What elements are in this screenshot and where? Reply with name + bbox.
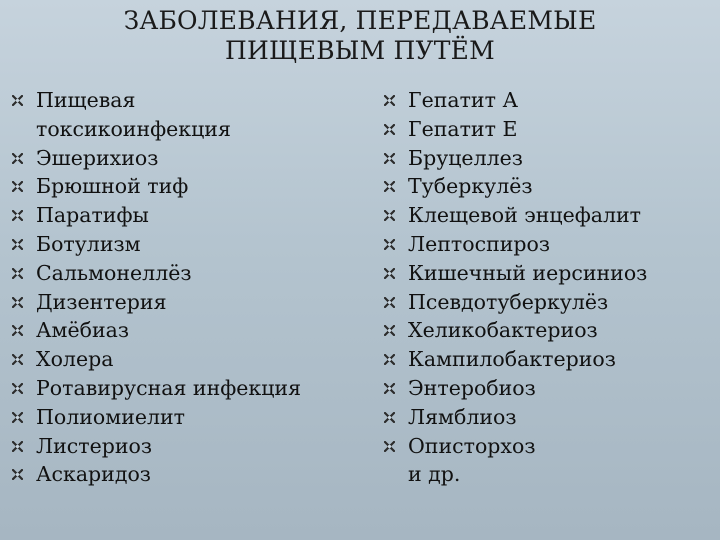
list-item-text: Паратифы [36,203,149,228]
list-item-text: Амёбиаз [36,318,130,343]
list-item [12,316,352,345]
list-item [12,201,352,230]
x-bullet-icon [384,297,395,308]
x-bullet-icon [384,124,395,135]
x-bullet-icon [384,210,395,221]
list-item [12,460,352,489]
left-disease-list [12,86,352,489]
list-item-text: Лямблиоз [408,404,517,429]
list-item-text: Сальмонеллёз [36,260,192,285]
x-bullet-icon [384,412,395,423]
right-disease-list [384,86,714,489]
title-line-1: ЗАБОЛЕВАНИЯ, ПЕРЕДАВАЕМЫЕ [123,6,597,35]
list-item-text: Клещевой энцефалит [408,203,642,228]
list-item [384,230,714,259]
x-bullet-icon [12,412,23,423]
list-item-text: Гепатит А [408,88,518,112]
list-item-text: и др. [408,462,461,487]
list-item-text: Туберкулёз [408,174,533,199]
x-bullet-icon [384,95,395,106]
list-item-text: Описторхоз [408,433,536,458]
x-bullet-icon [384,354,395,365]
x-bullet-icon [12,469,23,480]
x-bullet-icon [384,325,395,336]
list-item [384,86,714,115]
x-bullet-icon [12,181,23,192]
x-bullet-icon [12,95,23,106]
x-bullet-icon [12,268,23,279]
list-item-text: Ботулизм [36,231,141,256]
list-item [12,230,352,259]
x-bullet-icon [384,383,395,394]
list-item-text: Брюшной тиф [36,174,189,199]
list-item [12,374,352,403]
list-item-text: Гепатит Е [408,116,518,141]
x-bullet-icon [12,383,23,394]
x-bullet-icon [384,153,395,164]
list-item [12,144,352,173]
list-item-text: Пищевая токсикоинфекция [36,88,231,141]
slide-title [0,6,720,66]
list-item [384,144,714,173]
list-item [384,316,714,345]
list-item [384,403,714,432]
x-bullet-icon [12,297,23,308]
list-item [384,432,714,461]
list-item-text: Псевдотуберкулёз [408,289,609,314]
x-bullet-icon [384,268,395,279]
list-item-text: Аскаридоз [36,462,151,487]
list-item [12,86,352,144]
x-bullet-icon [384,181,395,192]
list-item-text: Лептоспироз [408,231,551,256]
x-bullet-icon [12,153,23,164]
x-bullet-icon [12,239,23,250]
list-item-text: Кишечный иерсиниоз [408,260,648,285]
list-item-text: Хеликобактериоз [408,318,598,343]
x-bullet-icon [12,210,23,221]
list-item-text: Энтеробиоз [408,375,536,400]
x-bullet-icon [12,325,23,336]
list-item [12,403,352,432]
list-item [384,460,714,489]
list-item [384,374,714,403]
list-item-text: Полиомиелит [36,404,186,429]
list-item [384,172,714,201]
list-item [384,288,714,317]
list-item [384,345,714,374]
list-item [12,288,352,317]
title-line-2: ПИЩЕВЫМ ПУТЁМ [225,36,495,65]
list-item [12,345,352,374]
x-bullet-icon [12,354,23,365]
x-bullet-icon [12,441,23,452]
list-item [12,432,352,461]
x-bullet-icon [384,239,395,250]
list-item-text: Листериоз [36,433,153,458]
list-item [384,201,714,230]
list-item-text: Ротавирусная инфекция [36,375,301,400]
list-item-text: Эшерихиоз [36,145,159,170]
list-item [12,172,352,201]
list-item-text: Холера [36,347,114,372]
list-item [384,259,714,288]
list-item-text: Дизентерия [36,289,167,314]
x-bullet-icon [384,441,395,452]
list-item-text: Бруцеллез [408,145,523,170]
list-item-text: Кампилобактериоз [408,347,616,372]
list-item [384,115,714,144]
list-item [12,259,352,288]
